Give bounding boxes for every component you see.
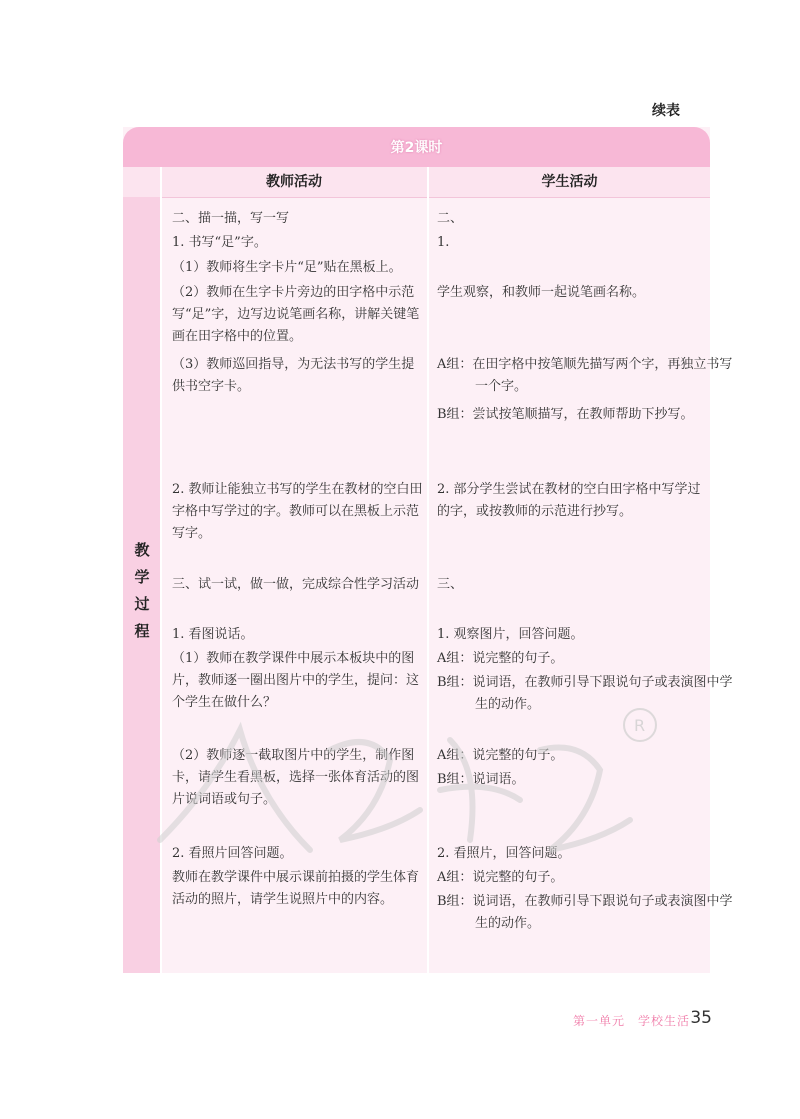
row-label xyxy=(123,537,161,645)
column-divider xyxy=(427,167,429,973)
header-student: 学生活动 xyxy=(541,174,598,190)
teacher-s3-1a: （1）教师在教学课件中展示本板块中的图片，教师逐一圈出图片中的学生，提问：这个学生在做什么？ xyxy=(172,651,420,710)
teacher-s2-1: 1. 书写“足”字。 xyxy=(172,235,267,250)
lesson-banner xyxy=(123,127,710,167)
teacher-s3-2: 2. 看照片回答问题。 xyxy=(172,846,293,861)
teacher-s3-1: 1. 看图说话。 xyxy=(172,627,254,642)
footer-unit: 第一单元 学校生活 xyxy=(572,1014,690,1028)
student-s3-1-group-a: A组：说完整的句子。 xyxy=(437,651,564,666)
student-s3-1: 1. 观察图片，回答问题。 xyxy=(437,627,584,642)
row-label-char: 过 xyxy=(134,595,150,613)
teacher-s2-1b: （2）教师在生字卡片旁边的田字格中示范写“足”字，边写边说笔画名称，讲解关键笔画在田字格中的位置。 xyxy=(172,285,420,344)
continued-label: 续表 xyxy=(652,103,680,119)
page-number: 35 xyxy=(690,1008,712,1028)
row-label-char: 学 xyxy=(134,568,150,586)
row-label-column xyxy=(123,197,161,973)
header-teacher: 教师活动 xyxy=(266,174,322,190)
teacher-s2-1a: （1）教师将生字卡片“足”贴在黑板上。 xyxy=(172,260,402,275)
student-s2-title: 二、 xyxy=(437,211,464,226)
student-s2-group-b: B组：尝试按笔顺描写，在教师帮助下抄写。 xyxy=(437,407,694,422)
student-s2-1: 1. xyxy=(437,235,450,250)
student-s3-1b-group-a: A组：说完整的句子。 xyxy=(437,748,564,763)
teacher-s3-title: 三、试一试，做一做，完成综合性学习活动 xyxy=(172,577,420,592)
banner-title: 第2课时 xyxy=(390,140,443,156)
student-s3-2: 2. 看照片，回答问题。 xyxy=(437,846,571,861)
teacher-s2-title: 二、描一描，写一写 xyxy=(172,211,290,226)
student-s3-1b-group-b: B组：说词语。 xyxy=(437,772,525,787)
student-s3-2-group-b: B组：说词语，在教师引导下跟说句子或表演图中学生的动作。 xyxy=(437,894,733,931)
student-s2-observe: 学生观察，和教师一起说笔画名称。 xyxy=(437,285,646,300)
student-s3-2-group-a: A组：说完整的句子。 xyxy=(437,870,564,885)
teacher-s2-1c: （3）教师巡回指导，为无法书写的学生提供书空字卡。 xyxy=(172,357,415,394)
column-divider xyxy=(160,167,162,973)
teacher-s2-2: 2. 教师让能独立书写的学生在教材的空白田字格中写学过的字。教师可以在黑板上示范写字。 xyxy=(172,482,423,541)
table-header-row xyxy=(123,167,710,198)
student-s2-2: 2. 部分学生尝试在教材的空白田字格中写学过的字，或按教师的示范进行抄写。 xyxy=(437,482,701,519)
svg-text:R: R xyxy=(634,716,646,735)
student-s2-group-a: A组：在田字格中按笔顺先描写两个字，再独立书写一个字。 xyxy=(437,357,733,394)
teacher-s3-1b: （2）教师逐一截取图片中的学生，制作图卡，请学生看黑板，选择一张体育活动的图片说词语或句子。 xyxy=(172,748,420,807)
teacher-s3-2a: 教师在教学课件中展示课前拍摄的学生体育活动的照片，请学生说照片中的内容。 xyxy=(172,870,420,907)
student-s3-1-group-b: B组：说词语，在教师引导下跟说句子或表演图中学生的动作。 xyxy=(437,675,733,712)
row-label-char: 教 xyxy=(134,541,150,559)
row-label-char: 程 xyxy=(134,622,150,640)
student-s3-title: 三、 xyxy=(437,577,464,592)
